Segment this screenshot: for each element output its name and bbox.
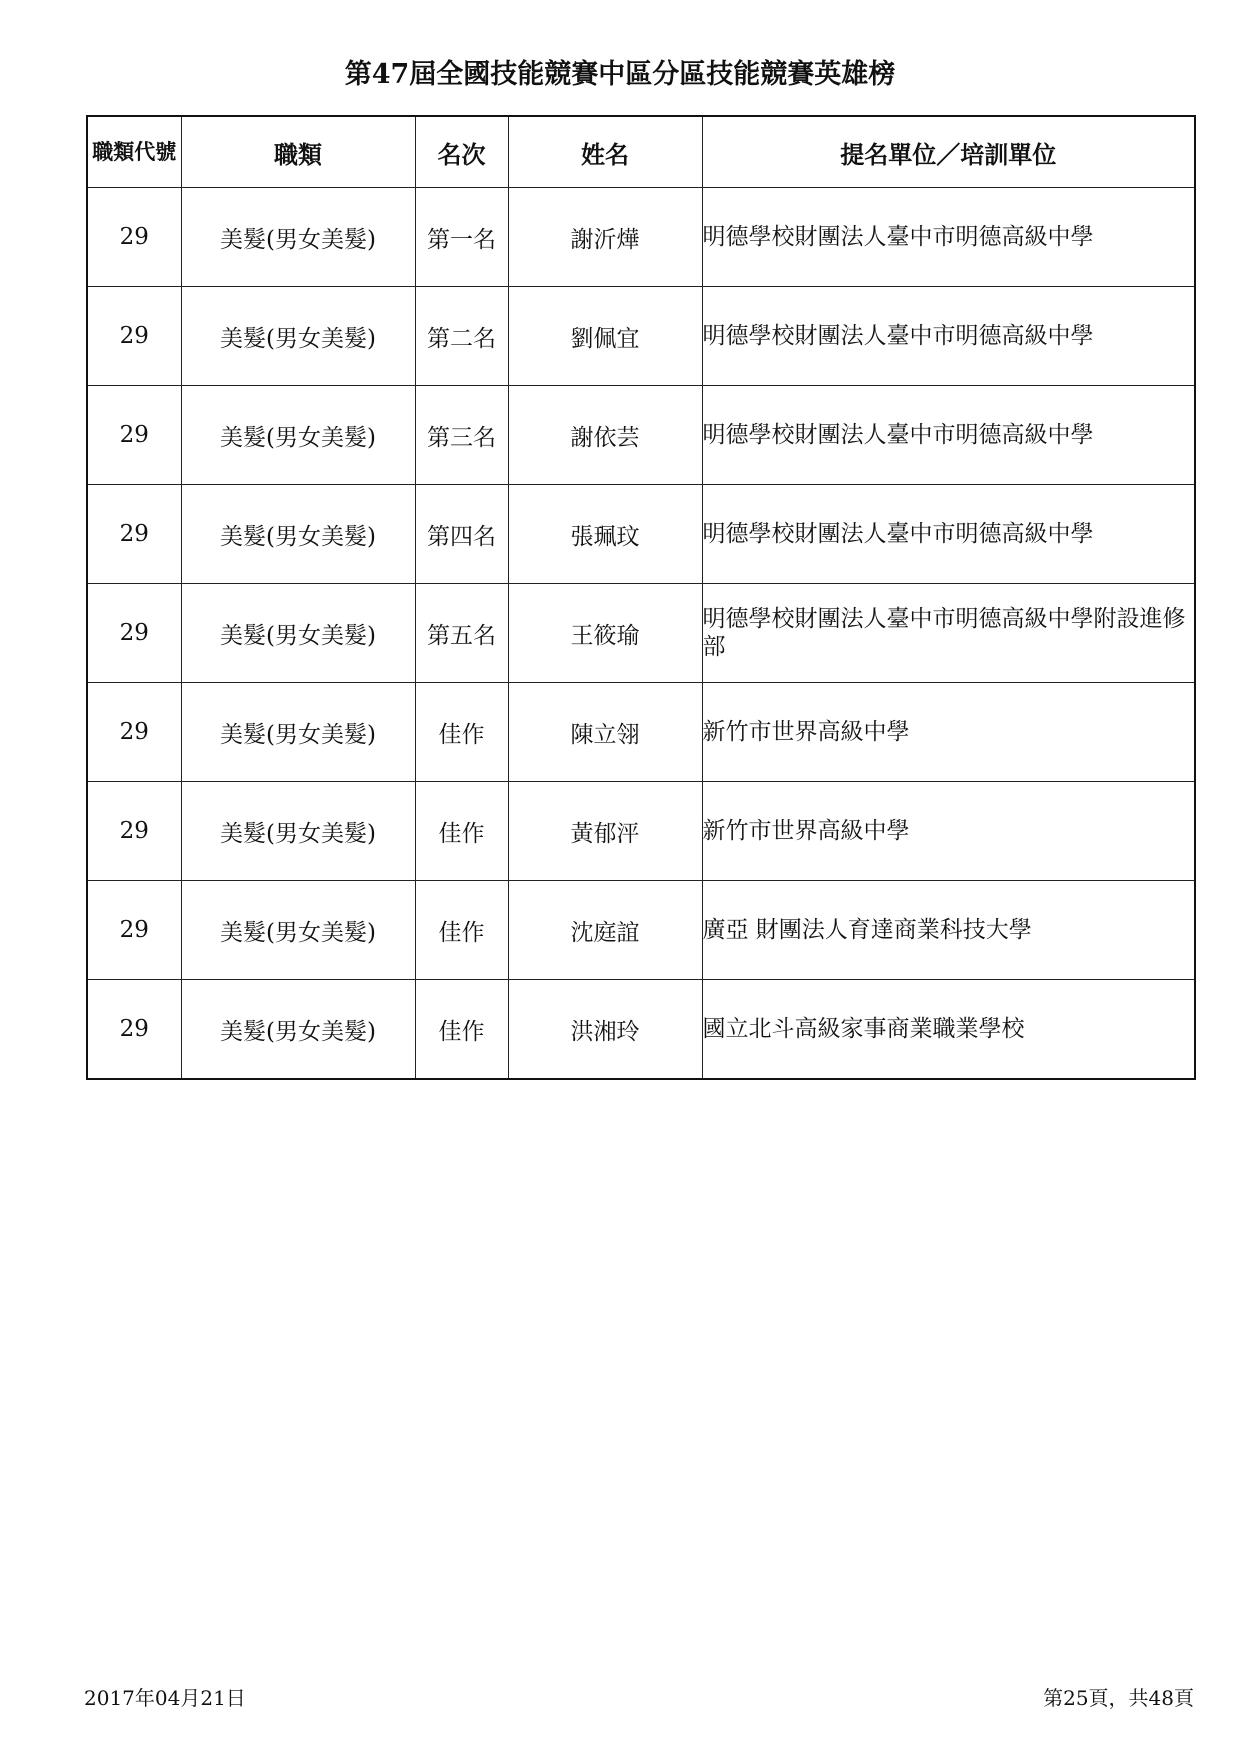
cell-unit: 明德學校財團法人臺中市明德高級中學 bbox=[702, 188, 1195, 287]
cell-name: 謝依芸 bbox=[508, 386, 702, 485]
cell-name: 沈庭誼 bbox=[508, 881, 702, 980]
cell-rank: 第四名 bbox=[415, 485, 508, 584]
table-row bbox=[87, 485, 1195, 584]
cell-code: 29 bbox=[87, 782, 181, 881]
table-row bbox=[87, 683, 1195, 782]
footer-date: 2017年04月21日 bbox=[84, 1686, 246, 1710]
header-code: 職類代號 bbox=[87, 116, 181, 188]
table-row bbox=[87, 782, 1195, 881]
table-body bbox=[87, 188, 1195, 1080]
table-row bbox=[87, 584, 1195, 683]
results-table bbox=[86, 115, 1196, 1080]
cell-code: 29 bbox=[87, 881, 181, 980]
cell-rank: 佳作 bbox=[415, 782, 508, 881]
cell-name: 陳立翎 bbox=[508, 683, 702, 782]
header-category: 職類 bbox=[181, 116, 415, 188]
cell-category: 美髮(男女美髮) bbox=[181, 287, 415, 386]
cell-rank: 佳作 bbox=[415, 881, 508, 980]
table-row bbox=[87, 980, 1195, 1080]
cell-rank: 第五名 bbox=[415, 584, 508, 683]
cell-category: 美髮(男女美髮) bbox=[181, 683, 415, 782]
cell-name: 劉佩宜 bbox=[508, 287, 702, 386]
cell-code: 29 bbox=[87, 386, 181, 485]
table-row bbox=[87, 287, 1195, 386]
cell-category: 美髮(男女美髮) bbox=[181, 782, 415, 881]
cell-unit: 國立北斗高級家事商業職業學校 bbox=[702, 980, 1195, 1080]
cell-category: 美髮(男女美髮) bbox=[181, 980, 415, 1080]
cell-rank: 佳作 bbox=[415, 980, 508, 1080]
cell-code: 29 bbox=[87, 980, 181, 1080]
cell-unit: 明德學校財團法人臺中市明德高級中學 bbox=[702, 485, 1195, 584]
cell-name: 張珮玟 bbox=[508, 485, 702, 584]
cell-code: 29 bbox=[87, 287, 181, 386]
cell-category: 美髮(男女美髮) bbox=[181, 188, 415, 287]
cell-category: 美髮(男女美髮) bbox=[181, 584, 415, 683]
cell-category: 美髮(男女美髮) bbox=[181, 881, 415, 980]
cell-category: 美髮(男女美髮) bbox=[181, 386, 415, 485]
cell-code: 29 bbox=[87, 485, 181, 584]
cell-name: 王筱瑜 bbox=[508, 584, 702, 683]
header-unit: 提名單位／培訓單位 bbox=[702, 116, 1195, 188]
cell-unit: 明德學校財團法人臺中市明德高級中學附設進修部 bbox=[702, 584, 1195, 683]
header-rank: 名次 bbox=[415, 116, 508, 188]
cell-code: 29 bbox=[87, 584, 181, 683]
cell-name: 謝沂燁 bbox=[508, 188, 702, 287]
table-row bbox=[87, 881, 1195, 980]
table-row bbox=[87, 386, 1195, 485]
cell-name: 洪湘玲 bbox=[508, 980, 702, 1080]
cell-code: 29 bbox=[87, 683, 181, 782]
cell-rank: 第二名 bbox=[415, 287, 508, 386]
cell-rank: 佳作 bbox=[415, 683, 508, 782]
cell-rank: 第三名 bbox=[415, 386, 508, 485]
cell-unit: 廣亞 財團法人育達商業科技大學 bbox=[702, 881, 1195, 980]
footer-page-number: 第25頁，共48頁 bbox=[1043, 1686, 1194, 1710]
cell-unit: 新竹市世界高級中學 bbox=[702, 683, 1195, 782]
cell-rank: 第一名 bbox=[415, 188, 508, 287]
cell-unit: 明德學校財團法人臺中市明德高級中學 bbox=[702, 287, 1195, 386]
cell-category: 美髮(男女美髮) bbox=[181, 485, 415, 584]
cell-name: 黃郁泙 bbox=[508, 782, 702, 881]
table-row bbox=[87, 188, 1195, 287]
table-header-row bbox=[87, 116, 1195, 188]
cell-code: 29 bbox=[87, 188, 181, 287]
header-name: 姓名 bbox=[508, 116, 702, 188]
page-title: 第47屆全國技能競賽中區分區技能競賽英雄榜 bbox=[344, 59, 896, 90]
cell-unit: 新竹市世界高級中學 bbox=[702, 782, 1195, 881]
cell-unit: 明德學校財團法人臺中市明德高級中學 bbox=[702, 386, 1195, 485]
